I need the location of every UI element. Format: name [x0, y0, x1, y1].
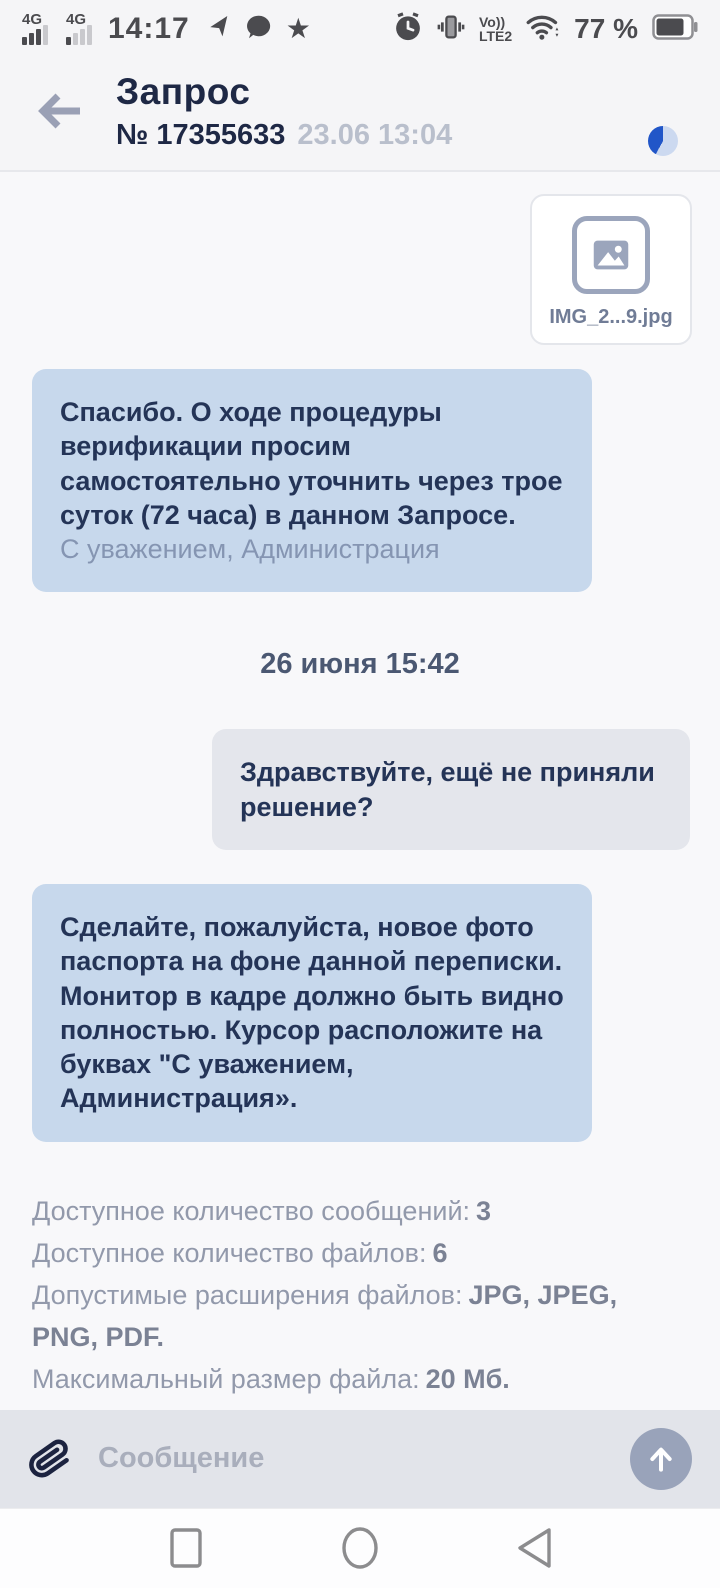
- image-file-icon: [572, 216, 650, 294]
- alarm-icon: [393, 12, 423, 47]
- date-separator: 26 июня 15:42: [260, 648, 460, 681]
- paperclip-icon: [26, 1434, 75, 1483]
- back-triangle-icon: [513, 1525, 555, 1571]
- back-arrow-icon: [34, 91, 86, 131]
- attachment-filename: IMG_2...9.jpg: [549, 306, 673, 328]
- signal-icon-sim2: 4G: [66, 13, 92, 45]
- signal-icon-sim1: 4G: [22, 13, 48, 45]
- limit-extensions: Допустимые расширения файлов: JPG, JPEG, PNG, PDF.: [32, 1279, 618, 1352]
- chat-notification-icon: [244, 12, 274, 47]
- star-icon: ★: [285, 13, 311, 44]
- request-number: № 17355633: [116, 118, 286, 151]
- limit-files: Доступное количество файлов: 6: [32, 1237, 448, 1268]
- request-meta: [116, 119, 452, 152]
- wifi-icon: [526, 12, 560, 47]
- header-titles: [116, 71, 452, 152]
- volte-indicator: Vo)) LTE2: [478, 14, 513, 44]
- send-button[interactable]: [630, 1428, 692, 1490]
- limits-info: [32, 1190, 690, 1400]
- limit-messages: Доступное количество сообщений: 3: [32, 1195, 492, 1226]
- header: [0, 58, 720, 172]
- home-button[interactable]: [332, 1520, 388, 1576]
- message-text: Здравствуйте, ещё не приняли решение?: [240, 757, 655, 822]
- message-incoming-2: [32, 884, 592, 1142]
- chat-area: [0, 172, 720, 1410]
- attachment-card[interactable]: [530, 194, 692, 345]
- message-text: Спасибо. О ходе процедуры верификации просим самостоятельно уточнить через трое суток (72 часа) в данном Запросе.: [60, 397, 563, 530]
- message-incoming-1: [32, 369, 592, 592]
- home-circle-icon: [339, 1524, 381, 1572]
- attach-file-button[interactable]: [28, 1437, 72, 1481]
- status-time: 14:17: [108, 12, 190, 45]
- progress-pie-icon: [648, 126, 678, 156]
- message-composer: [0, 1410, 720, 1508]
- battery-percentage: 77 %: [574, 13, 638, 44]
- vibrate-icon: [437, 12, 465, 47]
- android-navbar: [0, 1508, 720, 1588]
- send-arrow-icon: [645, 1443, 677, 1475]
- attachment-row: [0, 172, 720, 345]
- request-datetime: 23.06 13:04: [297, 118, 453, 151]
- back-button[interactable]: [30, 81, 90, 141]
- status-left: [22, 12, 311, 47]
- limit-filesize: Максимальный размер файла: 20 Мб.: [32, 1363, 510, 1394]
- message-signature: С уважением, Администрация: [60, 534, 440, 565]
- recents-square-icon: [169, 1527, 203, 1569]
- location-icon: [206, 14, 232, 45]
- back-nav-button[interactable]: [506, 1520, 562, 1576]
- page-title: Запрос: [116, 70, 251, 112]
- battery-icon: [652, 13, 698, 46]
- message-outgoing-1: [212, 729, 690, 850]
- status-right: [393, 12, 698, 47]
- message-text: Сделайте, пожалуйста, новое фото паспорта на фоне данной переписки. Монитор в кадре должно быть видно полностью. Курсор расположите на буквах "С уважением, Администрация».: [60, 911, 564, 1114]
- recents-button[interactable]: [158, 1520, 214, 1576]
- status-bar: [0, 0, 720, 58]
- message-input[interactable]: [98, 1442, 630, 1475]
